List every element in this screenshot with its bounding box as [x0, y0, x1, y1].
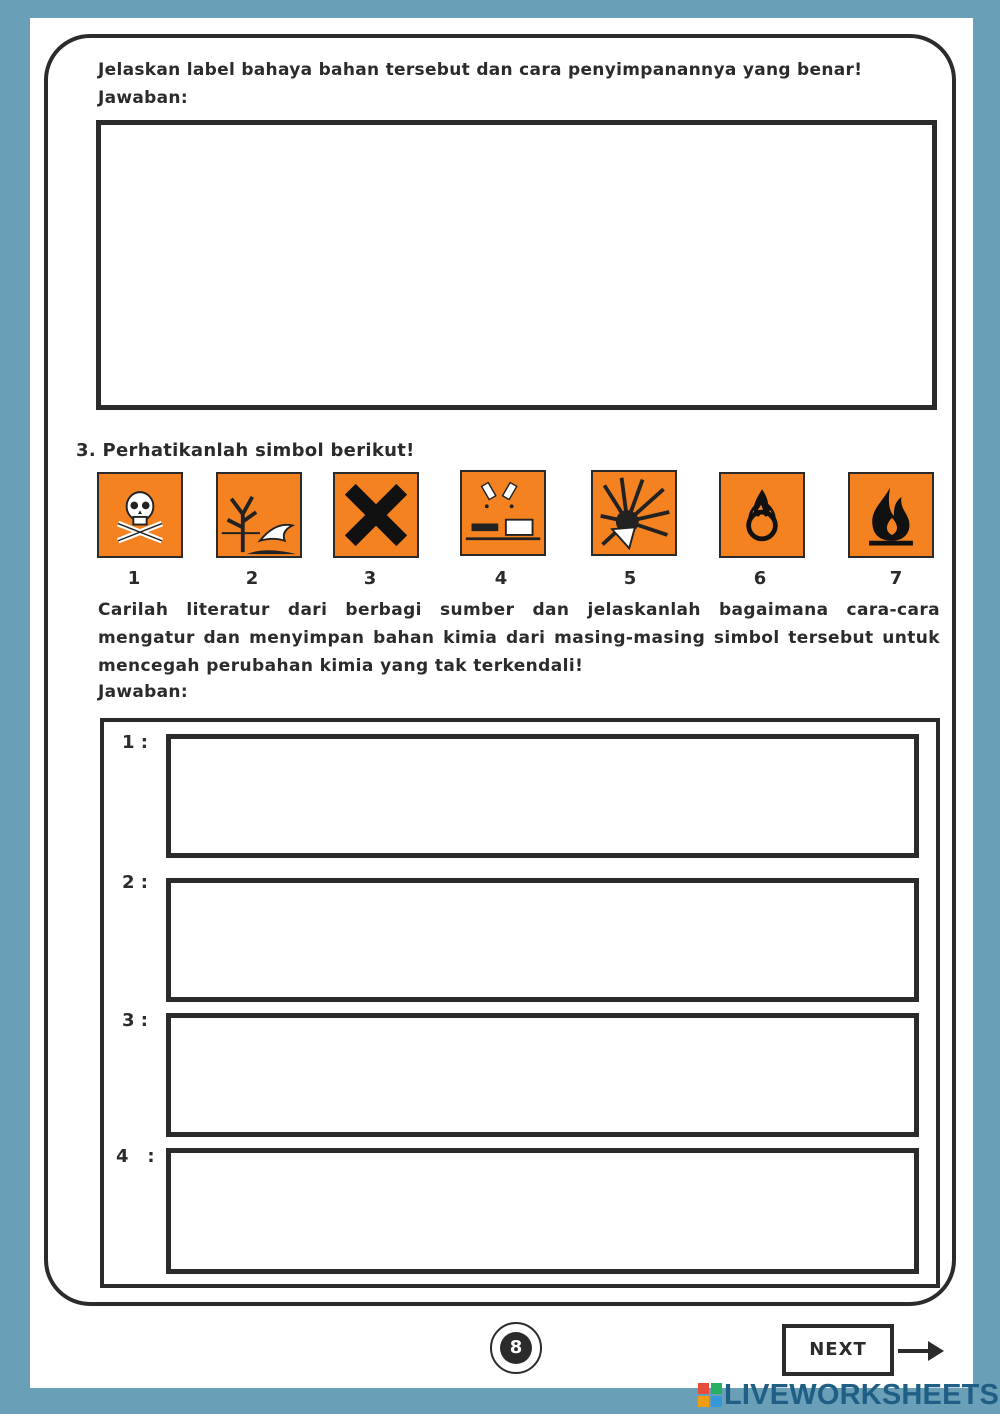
symbol-number-7: 7: [889, 568, 903, 589]
brand-name: LIVEWORKSHEETS: [724, 1378, 1000, 1411]
symbol-number-5: 5: [623, 568, 637, 589]
answer-input-1[interactable]: [166, 734, 919, 858]
toxic-skull-icon: [97, 472, 183, 558]
oxidizing-icon: [719, 472, 805, 558]
arrow-right-icon[interactable]: [898, 1338, 946, 1364]
previous-question-prompt: Jelaskan label bahaya bahan tersebut dan cara penyimpanannya yang benar!: [98, 60, 863, 80]
symbol-number-4: 4: [494, 568, 508, 589]
question-3-title: 3. Perhatikanlah simbol berikut!: [76, 440, 415, 461]
live-badge-icon: [698, 1383, 722, 1407]
harmful-x-icon: [333, 472, 419, 558]
previous-answer-label: Jawaban:: [98, 88, 188, 108]
answer-input-2[interactable]: [166, 878, 919, 1002]
symbol-number-2: 2: [245, 568, 259, 589]
corrosive-icon: [460, 470, 546, 556]
symbol-number-3: 3: [363, 568, 377, 589]
answer-row-label-1: 1 :: [122, 732, 148, 753]
answer-row-label-4: 4 :: [116, 1146, 155, 1167]
page-number-badge: [490, 1322, 542, 1374]
question-3-instruction: Carilah literatur dari berbagi sumber dan jelaskanlah bagaimana cara-cara mengatur dan menyimpan bahan kimia dari masing-masing simbol tersebut untuk mencegah perubahan kimia yang tak terkendali!: [98, 600, 940, 676]
environment-hazard-icon: [216, 472, 302, 558]
answer-input-4[interactable]: [166, 1148, 919, 1274]
page-number: 8: [500, 1332, 532, 1364]
symbol-number-6: 6: [753, 568, 767, 589]
next-button[interactable]: NEXT: [782, 1324, 894, 1376]
question-3-answer-label: Jawaban:: [98, 682, 188, 702]
liveworksheets-logo: [698, 1378, 999, 1412]
answer-row-label-2: 2 :: [122, 872, 148, 893]
explosive-icon: [591, 470, 677, 556]
answer-row-label-3: 3 :: [122, 1010, 148, 1031]
answer-input-3[interactable]: [166, 1013, 919, 1137]
previous-answer-box[interactable]: [96, 120, 937, 410]
flammable-icon: [848, 472, 934, 558]
symbol-number-1: 1: [127, 568, 141, 589]
